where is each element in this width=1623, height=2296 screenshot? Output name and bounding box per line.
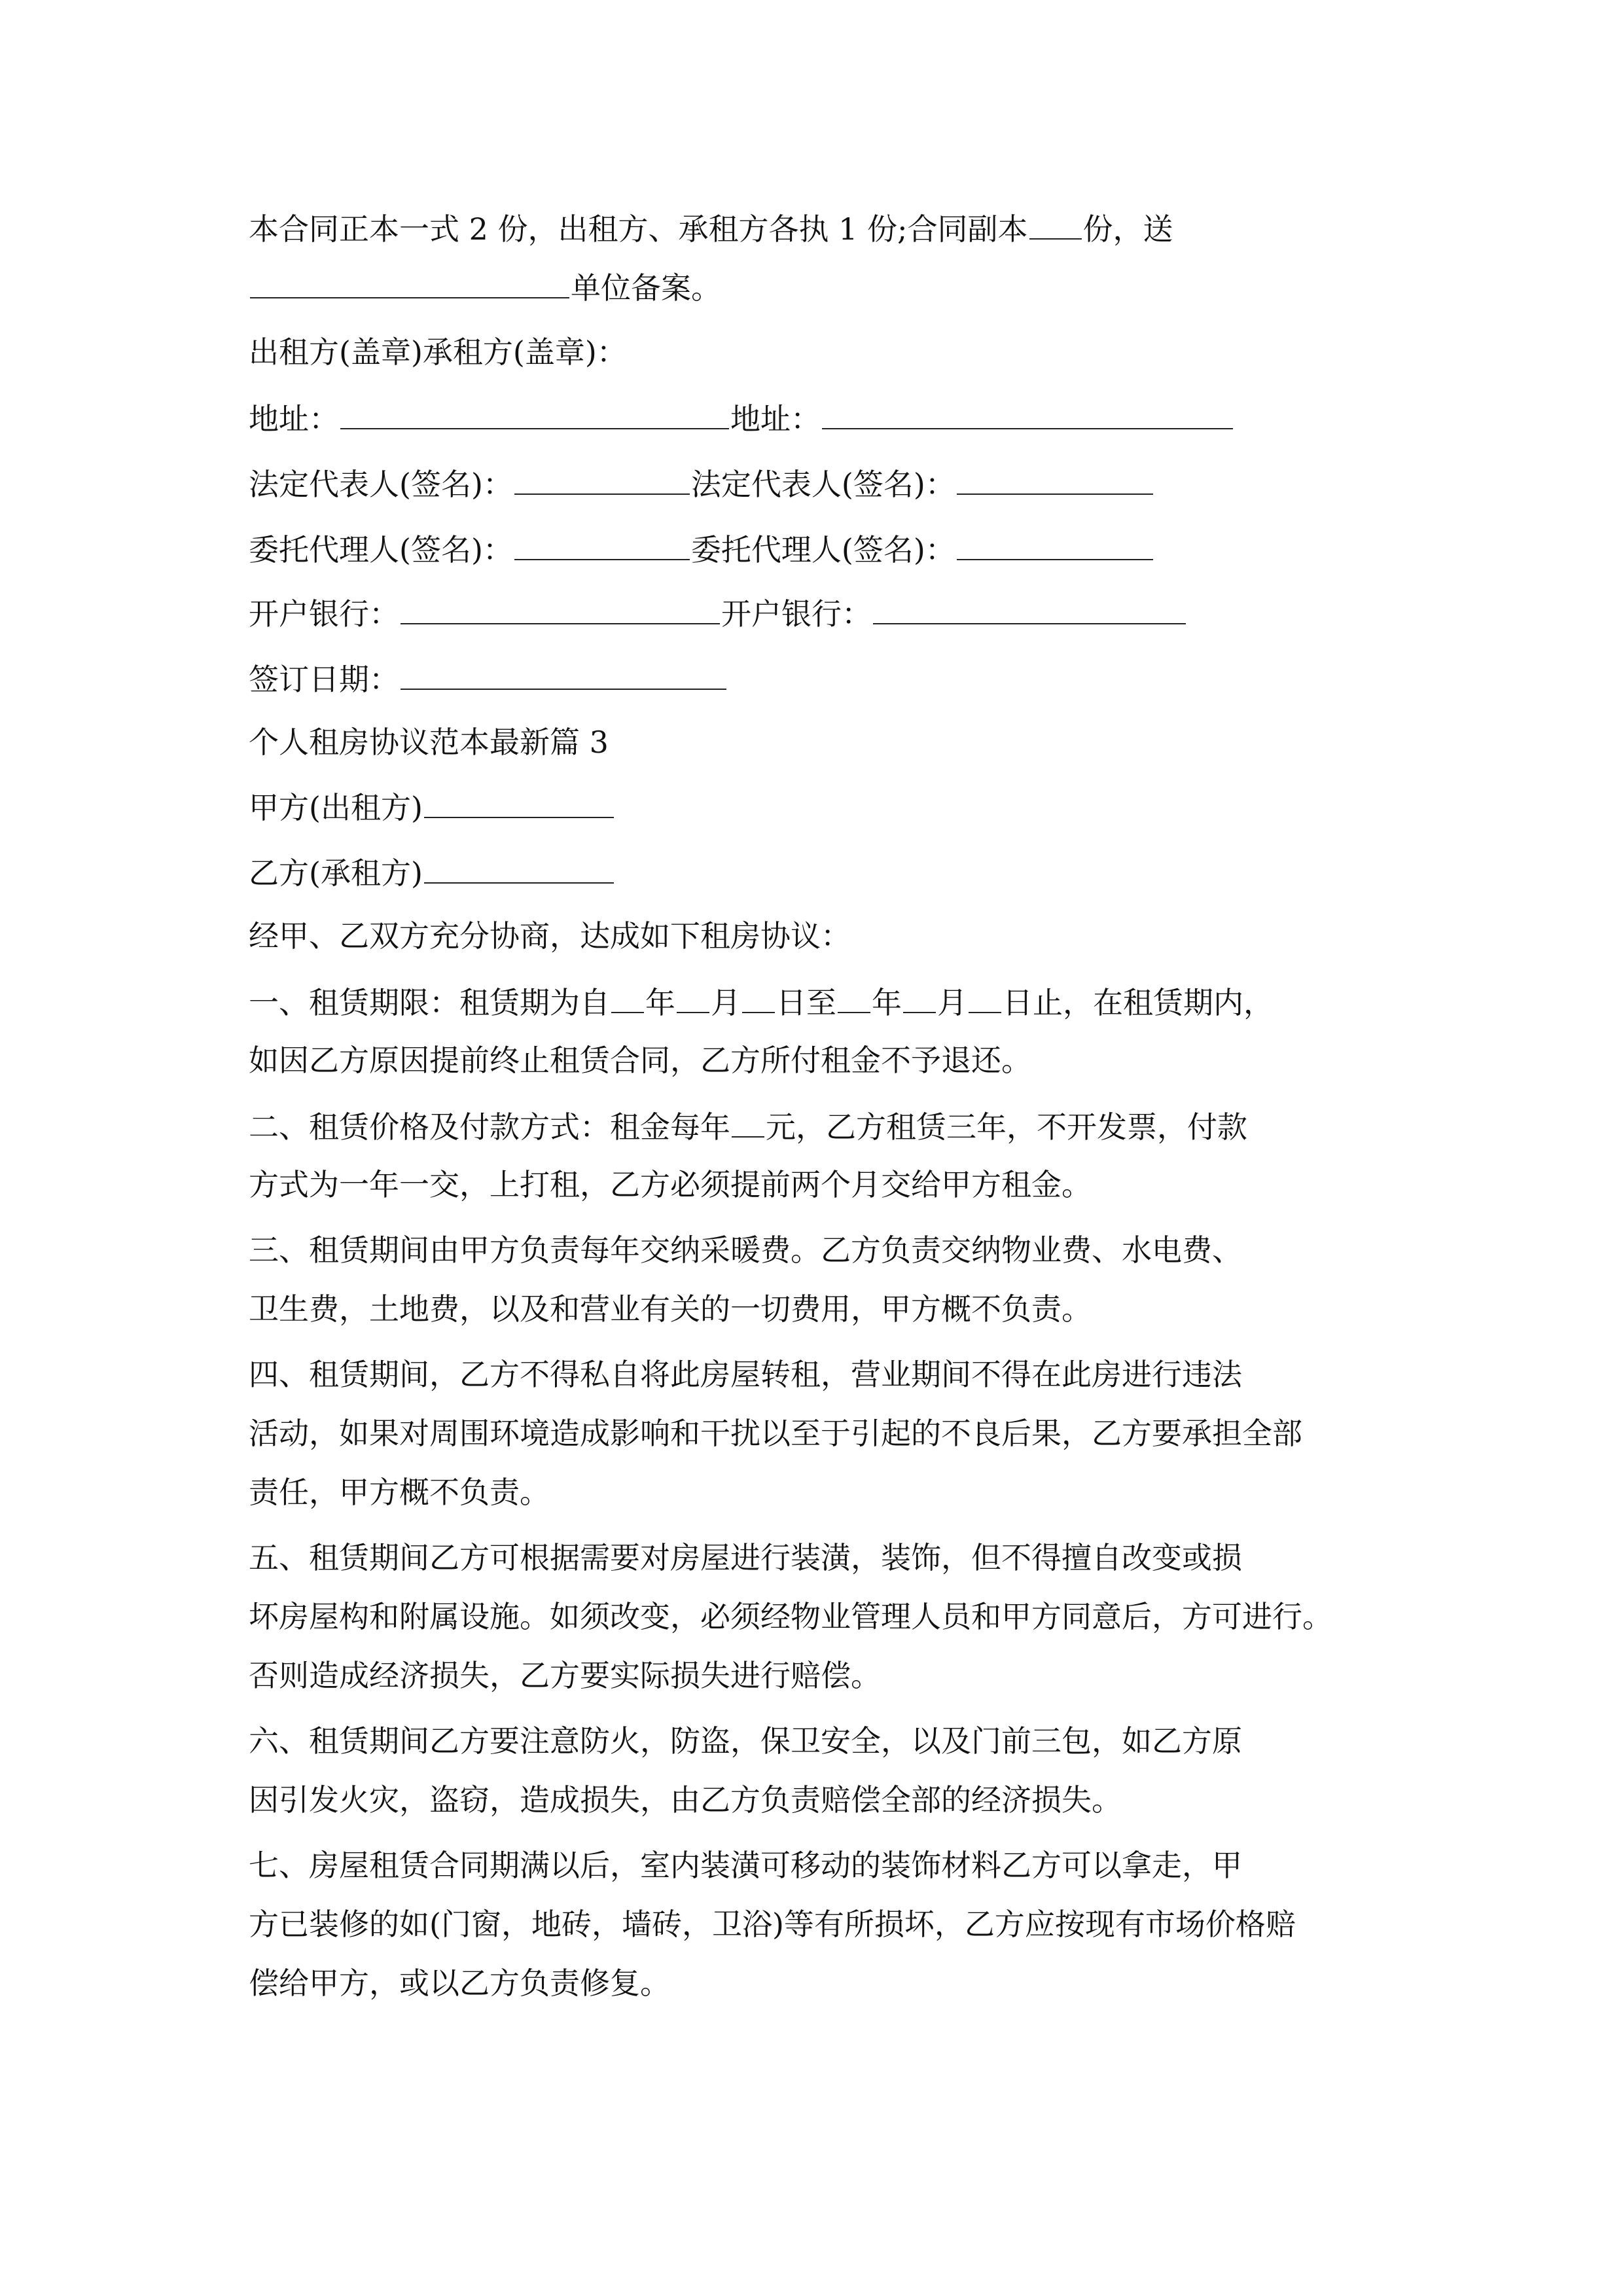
clause1-day-end: 日止，在租赁期内，: [1003, 985, 1274, 1020]
signature-legal-rep-row: [249, 463, 1154, 504]
clause1-line-1: [249, 982, 1274, 1022]
clause2-line-2: 方式为一年一交，上打租，乙方必须提前两个月交给甲方租金。: [249, 1167, 1092, 1202]
clause6-line-2: 因引发火灾，盗窃，造成损失，由乙方负责赔偿全部的经济损失。: [249, 1782, 1122, 1818]
bank-blank-lessor: [401, 593, 720, 624]
end-day-blank: [969, 982, 1001, 1013]
agent-blank-lessor: [514, 529, 690, 560]
clause7-line-2: 方已装修的如(门窗，地砖，墙砖，卫浴)等有所损坏，乙方应按现有市场价格赔: [249, 1907, 1296, 1942]
signature-agent-row: [249, 529, 1154, 569]
clause1-month-label: 月: [711, 985, 741, 1020]
copies-count-blank: [1029, 208, 1082, 240]
clause1-text-a: 一、租赁期限：租赁期为自: [249, 985, 610, 1020]
end-year-blank: [838, 982, 870, 1013]
legal-rep-label-lessor: 法定代表人(签名)：: [249, 467, 513, 502]
clause5-line-2: 坏房屋构和附属设施。如须改变，必须经物业管理人员和甲方同意后，方可进行。: [249, 1599, 1332, 1634]
clause1-day-to: 日至: [776, 985, 836, 1020]
copies-text-b: 份，送: [1082, 211, 1173, 247]
party-b-label: 乙方(承租方): [249, 855, 423, 891]
address-label-lessor: 地址：: [249, 401, 339, 437]
clause1-year-label: 年: [645, 985, 675, 1020]
bank-blank-lessee: [873, 593, 1186, 624]
start-year-blank: [611, 982, 644, 1013]
agent-label-lessee: 委托代理人(签名)：: [690, 532, 955, 567]
agent-label-lessor: 委托代理人(签名)：: [249, 532, 513, 567]
signature-date-row: [249, 658, 728, 699]
sign-date-blank: [401, 658, 726, 690]
clause5-line-1: 五、租赁期间乙方可根据需要对房屋进行装潢，装饰，但不得擅自改变或损: [249, 1540, 1242, 1575]
intro-text: 经甲、乙双方充分协商，达成如下租房协议：: [249, 918, 851, 954]
copies-text-a: 本合同正本一式 2 份，出租方、承租方各执 1 份;合同副本: [249, 211, 1028, 247]
start-month-blank: [677, 982, 709, 1013]
clause6-line-1: 六、租赁期间乙方要注意防火，防盗，保卫安全，以及门前三包，如乙方原: [249, 1723, 1242, 1759]
bank-label-lessee: 开户银行：: [721, 596, 872, 632]
clause7-line-1: 七、房屋租赁合同期满以后，室内装潢可移动的装饰材料乙方可以拿走，甲: [249, 1848, 1242, 1883]
signature-parties: 出租方(盖章)承租方(盖章)：: [249, 334, 627, 370]
party-a-blank: [424, 787, 614, 818]
copies-text-c: 单位备案。: [571, 270, 721, 306]
clause7-line-3: 偿给甲方，或以乙方负责修复。: [249, 1965, 670, 2001]
agent-blank-lessee: [957, 529, 1153, 560]
clause4-line-1: 四、租赁期间，乙方不得私自将此房屋转租，营业期间不得在此房进行违法: [249, 1357, 1242, 1392]
clause1-year-label-2: 年: [872, 985, 902, 1020]
copies-line-2: [249, 267, 721, 308]
clause2-text-a: 二、租赁价格及付款方式：租金每年: [249, 1109, 730, 1145]
address-blank-lessee: [822, 398, 1233, 429]
address-blank-lessor: [340, 398, 729, 429]
sign-date-label: 签订日期：: [249, 662, 399, 697]
clause3-line-1: 三、租赁期间由甲方负责每年交纳采暖费。乙方负责交纳物业费、水电费、: [249, 1232, 1242, 1268]
copies-line-1: [249, 208, 1173, 249]
party-a-row: [249, 787, 615, 827]
address-label-lessee: 地址：: [730, 401, 821, 437]
clause3-line-2: 卫生费，土地费，以及和营业有关的一切费用，甲方概不负责。: [249, 1291, 1092, 1327]
bank-label-lessor: 开户银行：: [249, 596, 399, 632]
signature-bank-row: [249, 593, 1187, 634]
clause2-text-b: 元，乙方租赁三年，不开发票，付款: [766, 1109, 1247, 1145]
document-page: [249, 0, 1391, 2296]
clause2-line-1: [249, 1106, 1247, 1147]
legal-rep-label-lessee: 法定代表人(签名)：: [690, 467, 955, 502]
annual-rent-blank: [732, 1106, 764, 1138]
start-day-blank: [742, 982, 775, 1013]
legal-rep-blank-lessee: [957, 463, 1153, 495]
end-month-blank: [903, 982, 936, 1013]
clause4-line-2: 活动，如果对周围环境造成影响和干扰以至于引起的不良后果，乙方要承担全部: [249, 1416, 1302, 1451]
clause5-line-3: 否则造成经济损失，乙方要实际损失进行赔偿。: [249, 1658, 881, 1693]
section-title: 个人租房协议范本最新篇 3: [249, 725, 609, 760]
clause1-month-label-2: 月: [937, 985, 967, 1020]
party-a-label: 甲方(出租方): [249, 790, 423, 825]
clause4-line-3: 责任，甲方概不负责。: [249, 1475, 550, 1510]
party-b-blank: [424, 852, 614, 884]
clause1-line-2: 如因乙方原因提前终止租赁合同，乙方所付租金不予退还。: [249, 1043, 1031, 1078]
signature-address-row: [249, 398, 1234, 439]
legal-rep-blank-lessor: [514, 463, 690, 495]
filing-unit-blank: [250, 267, 569, 298]
party-b-row: [249, 852, 615, 893]
